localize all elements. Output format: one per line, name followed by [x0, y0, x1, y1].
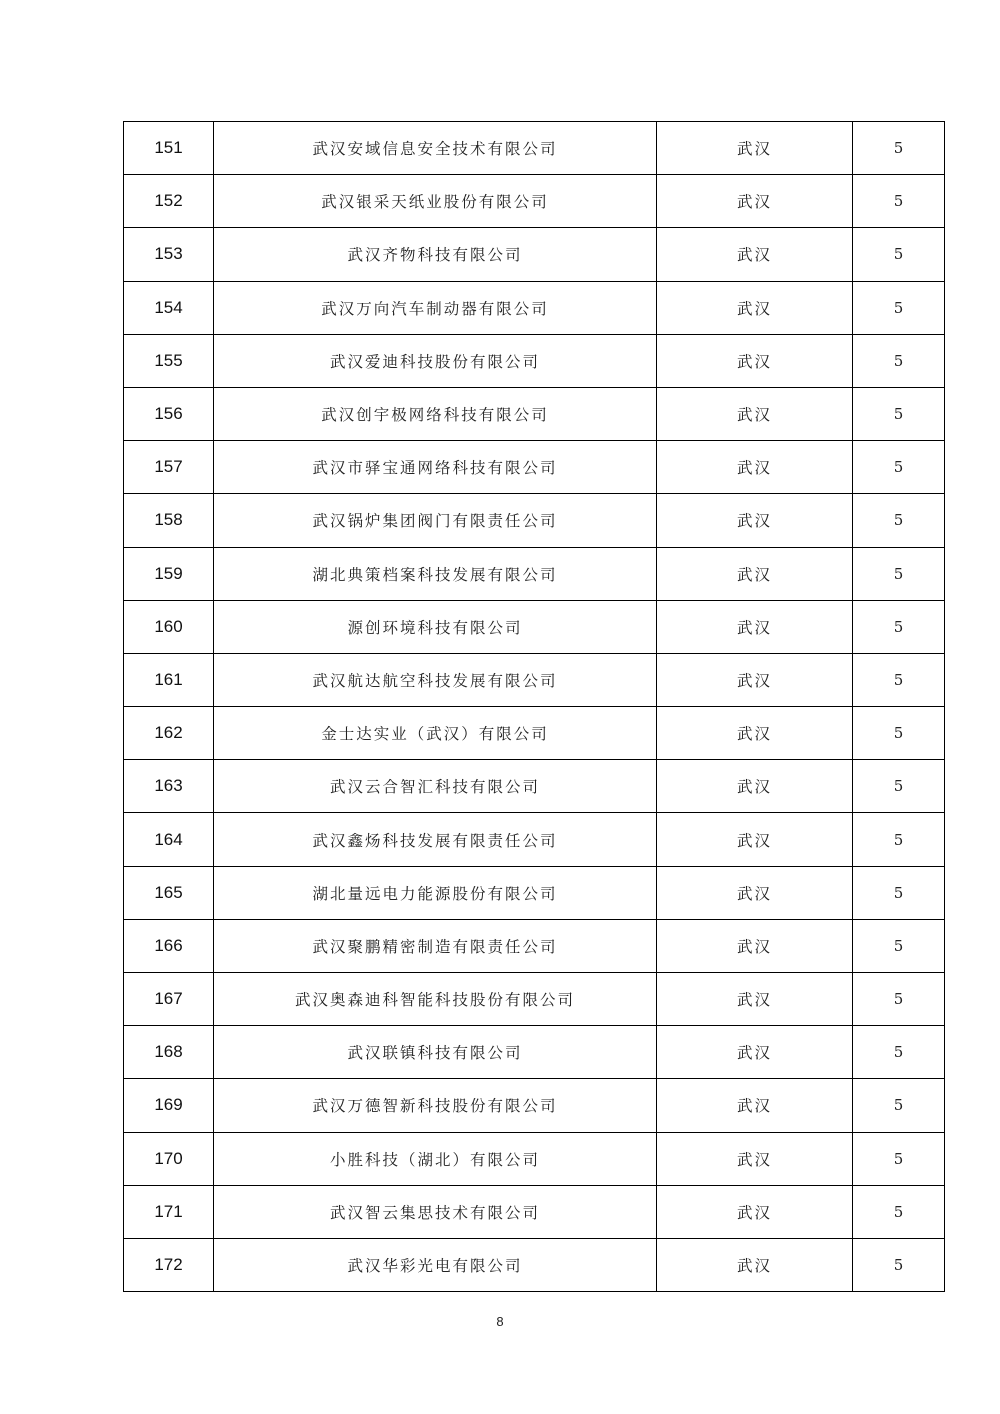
row-number: 151 — [124, 122, 214, 175]
score: 5 — [853, 707, 945, 760]
city: 武汉 — [657, 441, 853, 494]
row-number: 172 — [124, 1238, 214, 1291]
table-row — [124, 1185, 945, 1238]
table-row — [124, 1238, 945, 1291]
row-number: 159 — [124, 547, 214, 600]
row-number: 170 — [124, 1132, 214, 1185]
table-row — [124, 973, 945, 1026]
score: 5 — [853, 1238, 945, 1291]
city: 武汉 — [657, 707, 853, 760]
city: 武汉 — [657, 1238, 853, 1291]
table-row — [124, 494, 945, 547]
score: 5 — [853, 441, 945, 494]
city: 武汉 — [657, 334, 853, 387]
company-name: 湖北量远电力能源股份有限公司 — [214, 866, 657, 919]
score: 5 — [853, 228, 945, 281]
city: 武汉 — [657, 919, 853, 972]
table-row — [124, 122, 945, 175]
row-number: 162 — [124, 707, 214, 760]
company-name: 金士达实业（武汉）有限公司 — [214, 707, 657, 760]
row-number: 160 — [124, 600, 214, 653]
company-name: 武汉华彩光电有限公司 — [214, 1238, 657, 1291]
score: 5 — [853, 813, 945, 866]
score: 5 — [853, 973, 945, 1026]
score: 5 — [853, 387, 945, 440]
company-name: 武汉安域信息安全技术有限公司 — [214, 122, 657, 175]
table-row — [124, 919, 945, 972]
table-row — [124, 866, 945, 919]
table-row — [124, 441, 945, 494]
table-row — [124, 281, 945, 334]
score: 5 — [853, 494, 945, 547]
table-row — [124, 1079, 945, 1132]
score: 5 — [853, 866, 945, 919]
company-name: 武汉爱迪科技股份有限公司 — [214, 334, 657, 387]
page-number: 8 — [496, 1314, 504, 1329]
table-row — [124, 760, 945, 813]
row-number: 168 — [124, 1026, 214, 1079]
table-row — [124, 547, 945, 600]
company-name: 源创环境科技有限公司 — [214, 600, 657, 653]
city: 武汉 — [657, 387, 853, 440]
city: 武汉 — [657, 175, 853, 228]
company-name: 武汉齐物科技有限公司 — [214, 228, 657, 281]
city: 武汉 — [657, 653, 853, 706]
row-number: 164 — [124, 813, 214, 866]
company-list-table — [123, 121, 945, 1292]
company-name: 武汉鑫炀科技发展有限责任公司 — [214, 813, 657, 866]
row-number: 163 — [124, 760, 214, 813]
company-name: 湖北典策档案科技发展有限公司 — [214, 547, 657, 600]
company-name: 武汉创宇极网络科技有限公司 — [214, 387, 657, 440]
row-number: 161 — [124, 653, 214, 706]
score: 5 — [853, 1185, 945, 1238]
score: 5 — [853, 547, 945, 600]
table-row — [124, 1132, 945, 1185]
city: 武汉 — [657, 813, 853, 866]
score: 5 — [853, 1079, 945, 1132]
row-number: 167 — [124, 973, 214, 1026]
score: 5 — [853, 760, 945, 813]
table-body — [124, 122, 945, 1292]
score: 5 — [853, 281, 945, 334]
table-row — [124, 653, 945, 706]
table-row — [124, 1026, 945, 1079]
row-number: 156 — [124, 387, 214, 440]
table-row — [124, 387, 945, 440]
row-number: 153 — [124, 228, 214, 281]
city: 武汉 — [657, 1079, 853, 1132]
score: 5 — [853, 600, 945, 653]
row-number: 155 — [124, 334, 214, 387]
row-number: 165 — [124, 866, 214, 919]
city: 武汉 — [657, 228, 853, 281]
company-name: 武汉奥森迪科智能科技股份有限公司 — [214, 973, 657, 1026]
city: 武汉 — [657, 1132, 853, 1185]
row-number: 152 — [124, 175, 214, 228]
company-name: 武汉市驿宝通网络科技有限公司 — [214, 441, 657, 494]
company-name: 武汉聚鹏精密制造有限责任公司 — [214, 919, 657, 972]
row-number: 166 — [124, 919, 214, 972]
row-number: 171 — [124, 1185, 214, 1238]
row-number: 169 — [124, 1079, 214, 1132]
row-number: 154 — [124, 281, 214, 334]
table-row — [124, 600, 945, 653]
table-row — [124, 813, 945, 866]
score: 5 — [853, 653, 945, 706]
company-name: 武汉云合智汇科技有限公司 — [214, 760, 657, 813]
row-number: 158 — [124, 494, 214, 547]
table-row — [124, 334, 945, 387]
city: 武汉 — [657, 547, 853, 600]
row-number: 157 — [124, 441, 214, 494]
table-row — [124, 175, 945, 228]
company-name: 武汉锅炉集团阀门有限责任公司 — [214, 494, 657, 547]
city: 武汉 — [657, 866, 853, 919]
company-name: 武汉银采天纸业股份有限公司 — [214, 175, 657, 228]
city: 武汉 — [657, 494, 853, 547]
score: 5 — [853, 122, 945, 175]
table-row — [124, 707, 945, 760]
city: 武汉 — [657, 1026, 853, 1079]
city: 武汉 — [657, 600, 853, 653]
company-name: 武汉航达航空科技发展有限公司 — [214, 653, 657, 706]
company-name: 武汉联镇科技有限公司 — [214, 1026, 657, 1079]
score: 5 — [853, 334, 945, 387]
company-name: 小胜科技（湖北）有限公司 — [214, 1132, 657, 1185]
score: 5 — [853, 1026, 945, 1079]
city: 武汉 — [657, 122, 853, 175]
table-row — [124, 228, 945, 281]
city: 武汉 — [657, 1185, 853, 1238]
score: 5 — [853, 175, 945, 228]
company-name: 武汉智云集思技术有限公司 — [214, 1185, 657, 1238]
city: 武汉 — [657, 760, 853, 813]
company-name: 武汉万德智新科技股份有限公司 — [214, 1079, 657, 1132]
city: 武汉 — [657, 281, 853, 334]
city: 武汉 — [657, 973, 853, 1026]
score: 5 — [853, 919, 945, 972]
company-name: 武汉万向汽车制动器有限公司 — [214, 281, 657, 334]
score: 5 — [853, 1132, 945, 1185]
